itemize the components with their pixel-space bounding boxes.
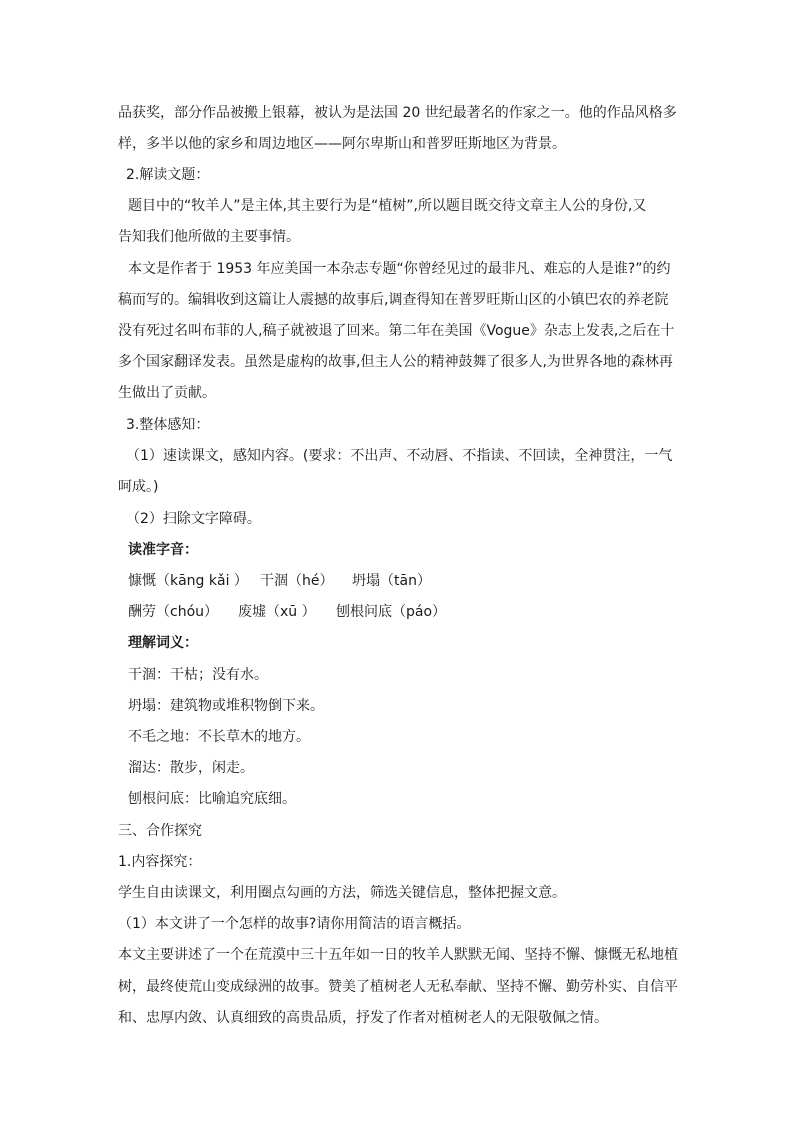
reading-step-1-line-1: （1）速读课文，感知内容。(要求：不出声、不动唇、不指读、不回读，全神贯注，一气: [126, 448, 673, 464]
inquiry-instruction: 学生自由读课文，利用圈点勾画的方法，筛选关键信息，整体把握文意。: [118, 885, 566, 901]
vocabulary-item: 坍塌：建筑物或堆积物倒下来。: [128, 698, 324, 714]
answer-line-2: 树，最终使荒山变成绿洲的故事。赞美了植树老人无私奉献、坚持不懈、勤劳朴实、自信平: [118, 979, 678, 995]
pronunciation-item: 废墟（xū ）: [238, 604, 316, 620]
section-3-heading: 3.整体感知：: [126, 417, 210, 433]
pronunciation-item: 刨根问底（páo）: [336, 604, 447, 620]
content-inquiry-heading: 1.内容探究：: [118, 854, 202, 870]
part-3-heading: 三、合作探究: [118, 823, 202, 839]
title-analysis-line-1: 题目中的“牧羊人”是主体,其主要行为是“植树”,所以题目既交待文章主人公的身份,又: [128, 198, 647, 214]
vocabulary-item: 不毛之地：不长草木的地方。: [128, 729, 310, 745]
pronunciation-row-2: [128, 603, 698, 621]
reading-step-1-line-2: 呵成。): [118, 479, 159, 495]
background-line-3: 没有死过名叫布菲的人,稿子就被退了回来。第二年在美国《Vogue》杂志上发表,之后在十: [118, 323, 675, 339]
title-analysis-line-2: 告知我们他所做的主要事情。: [118, 229, 300, 245]
vocabulary-item: 刨根问底：比喻追究底细。: [128, 791, 296, 807]
pronunciation-row-1: [128, 572, 698, 590]
pronunciation-item: 干涸（hé）: [260, 573, 334, 589]
pronunciation-item: 酬劳（chóu）: [128, 604, 219, 620]
section-2-heading: 2.解读文题：: [126, 167, 210, 183]
answer-line-1: 本文主要讲述了一个在荒漠中三十五年如一日的牧羊人默默无闻、坚持不懈、慷慨无私地植: [118, 947, 678, 963]
reading-step-2: （2）扫除文字障碍。: [126, 511, 261, 527]
pronunciation-heading: 读准字音：: [128, 542, 198, 558]
answer-line-3: 和、忠厚内敛、认真细致的高贵品质，抒发了作者对植树老人的无限敬佩之情。: [118, 1010, 608, 1026]
pronunciation-item: 慷慨（kāng kǎi ）: [128, 573, 248, 589]
pronunciation-item: 坍塌（tān）: [352, 573, 431, 589]
background-line-2: 稿而写的。编辑收到这篇让人震撼的故事后,调查得知在普罗旺斯山区的小镇巴农的养老院: [118, 292, 669, 308]
background-line-1: 本文是作者于 1953 年应美国一本杂志专题“你曾经见过的最非凡、难忘的人是谁?”的约: [128, 261, 671, 277]
vocabulary-item: 溜达：散步，闲走。: [128, 760, 254, 776]
background-line-5: 生做出了贡献。: [118, 385, 216, 401]
background-line-4: 多个国家翻译发表。虽然是虚构的故事,但主人公的精神鼓舞了很多人,为世界各地的森林再: [118, 354, 673, 370]
intro-line-2: 样，多半以他的家乡和周边地区——阿尔卑斯山和普罗旺斯地区为背景。: [118, 136, 566, 152]
intro-line-1: 品获奖，部分作品被搬上银幕，被认为是法国 20 世纪最著名的作家之一。他的作品风格多: [118, 105, 677, 121]
inquiry-question: （1）本文讲了一个怎样的故事?请你用简洁的语言概括。: [118, 916, 471, 932]
vocabulary-heading: 理解词义：: [128, 635, 198, 651]
vocabulary-item: 干涸：干枯；没有水。: [128, 667, 268, 683]
